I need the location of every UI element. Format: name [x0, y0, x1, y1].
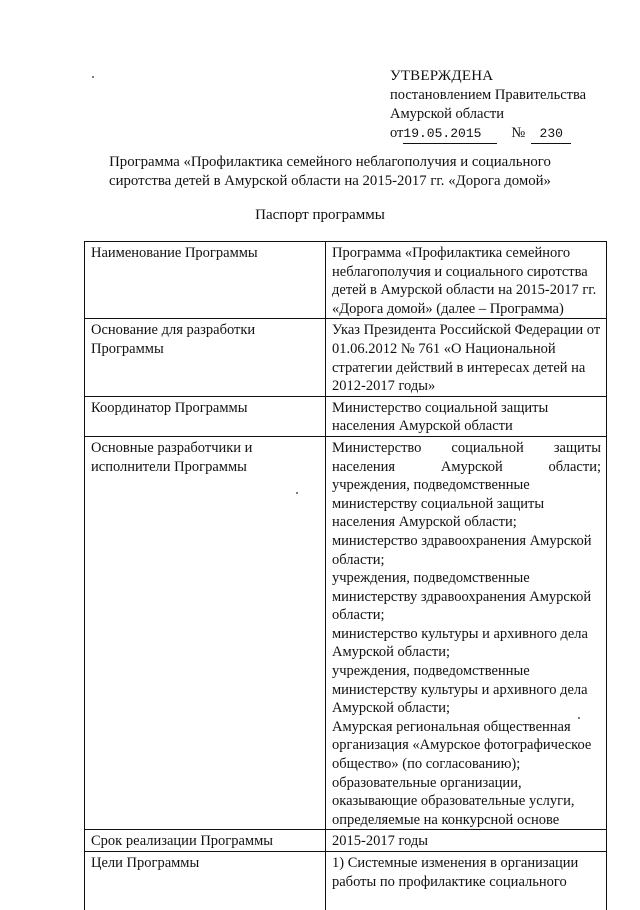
approval-block — [390, 67, 586, 144]
row-value-list — [326, 436, 607, 829]
number-value: 230 — [531, 124, 571, 144]
passport-heading: Паспорт программы — [0, 207, 640, 224]
scan-speck — [578, 717, 580, 719]
scan-speck — [92, 76, 94, 78]
list-item: Амурская региональная общественная организация «Амурское фотографическое общество» (по согласованию); — [332, 718, 601, 774]
list-item: учреждения, подведомственные министерству здравоохранения Амурской области; — [332, 569, 601, 625]
approval-line-2: Амурской области — [390, 105, 586, 124]
number-label: № — [511, 125, 525, 141]
approval-date-line — [390, 124, 586, 144]
row-value: Программа «Профилактика семейного неблагополучия и социального сиротства детей в Амурской области на 2015-2017 гг. «Дорога домой» (далее – Программа) — [326, 242, 607, 319]
list-item: министерство культуры и архивного дела Амурской области; — [332, 625, 601, 662]
passport-table — [84, 241, 607, 910]
table-row — [85, 852, 607, 910]
row-label: Срок реализации Программы — [85, 830, 326, 852]
list-item: учреждения, подведомственные министерству социальной защиты населения Амурской области; — [332, 476, 601, 532]
row-value: 1) Системные изменения в организации работы по профилактике социального — [326, 852, 607, 910]
row-label: Цели Программы — [85, 852, 326, 910]
approval-line-1: постановлением Правительства — [390, 86, 586, 105]
table-row — [85, 830, 607, 852]
row-value: Министерство социальной защиты населения Амурской области — [326, 396, 607, 436]
date-prefix: от — [390, 125, 403, 141]
list-item: министерство здравоохранения Амурской области; — [332, 532, 601, 569]
table-row — [85, 242, 607, 319]
list-item: Министерство социальной защиты населения Амурской области; — [332, 439, 601, 476]
row-value: Указ Президента Российской Федерации от 01.06.2012 № 761 «О Национальной стратегии действий в интересах детей на 2012-2017 годы» — [326, 319, 607, 396]
list-item: учреждения, подведомственные министерству культуры и архивного дела Амурской области; — [332, 662, 601, 718]
approval-title: УТВЕРЖДЕНА — [390, 67, 586, 86]
row-label: Наименование Программы — [85, 242, 326, 319]
date-value: 19.05.2015 — [403, 124, 497, 144]
scan-speck — [296, 492, 298, 494]
row-label: Основание для разработки Программы — [85, 319, 326, 396]
table-row — [85, 319, 607, 396]
row-label: Основные разработчики и исполнители Программы — [85, 436, 326, 829]
row-label: Координатор Программы — [85, 396, 326, 436]
table-row — [85, 436, 607, 829]
table-row — [85, 396, 607, 436]
program-title: Программа «Профилактика семейного неблагополучия и социального сиротства детей в Амурской области на 2015-2017 гг. «Дорога домой» — [100, 153, 560, 191]
row-value: 2015-2017 годы — [326, 830, 607, 852]
list-item: образовательные организации, оказывающие образовательные услуги, определяемые на конкурсной основе — [332, 774, 601, 830]
